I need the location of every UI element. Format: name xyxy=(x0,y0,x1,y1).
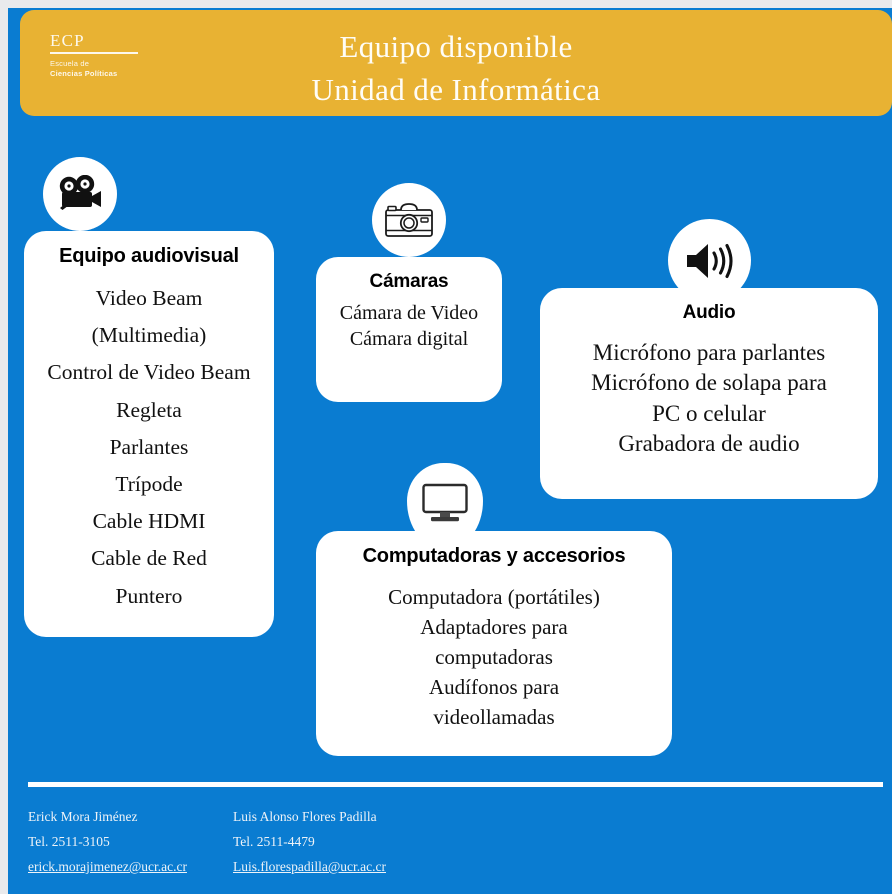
contact-phone: Tel. 2511-4479 xyxy=(233,833,315,849)
card-audio[interactable] xyxy=(540,288,878,499)
card-list-audiovisual xyxy=(36,280,262,615)
list-item: Cable de Red xyxy=(91,546,207,571)
photo-camera-icon xyxy=(372,183,446,257)
list-item: Video Beam xyxy=(95,286,203,310)
list-item: Trípode xyxy=(115,471,183,496)
contact-name: Luis Alonso Flores Padilla xyxy=(233,809,377,824)
contact-block xyxy=(28,805,233,880)
card-title-computadoras: Computadoras y accesorios xyxy=(362,545,626,567)
list-item: Regleta xyxy=(116,397,182,422)
list-item: computadoras xyxy=(435,645,553,670)
card-title-audiovisual: Equipo audiovisual xyxy=(59,245,239,267)
list-item: Cable HDMI xyxy=(92,509,206,534)
list-item: Cámara de Video xyxy=(339,302,479,324)
footer-contacts xyxy=(28,805,868,880)
list-item: Micrófono para parlantes xyxy=(592,340,826,365)
list-item: Adaptadores para xyxy=(420,615,568,640)
contact-name: Erick Mora Jiménez xyxy=(28,809,138,824)
card-list-computadoras xyxy=(328,582,660,732)
card-list-camaras xyxy=(328,301,490,352)
contact-phone: Tel. 2511-3105 xyxy=(28,833,110,849)
list-item: (Multimedia) xyxy=(91,323,207,348)
list-item: Grabadora de audio xyxy=(618,431,800,457)
card-title-audio: Audio xyxy=(682,302,736,323)
logo-mark-text: ECP xyxy=(50,31,85,50)
card-audiovisual[interactable] xyxy=(24,231,274,637)
video-camera-icon xyxy=(43,157,117,231)
page-title-line1: Equipo disponible xyxy=(339,29,573,64)
list-item: Control de Video Beam xyxy=(47,360,251,385)
card-title-camaras: Cámaras xyxy=(369,271,449,292)
list-item: Puntero xyxy=(115,583,183,608)
card-camaras[interactable] xyxy=(316,257,502,402)
contact-email-link[interactable]: erick.morajimenez@ucr.ac.cr xyxy=(28,858,187,874)
list-item: PC o celular xyxy=(652,400,766,426)
logo-subtitle-line1: Escuela de xyxy=(50,58,90,68)
header-band xyxy=(20,10,892,116)
footer-divider xyxy=(28,782,883,787)
card-list-audio xyxy=(552,338,866,459)
list-item: videollamadas xyxy=(433,705,555,730)
logo-subtitle-line2: Ciencias Políticas xyxy=(50,68,118,78)
contact-block xyxy=(233,805,438,880)
list-item: Micrófono de solapa para xyxy=(591,370,827,396)
list-item: Parlantes xyxy=(109,434,189,459)
page-title xyxy=(20,26,892,112)
card-computadoras[interactable] xyxy=(316,531,672,756)
page-title-line2: Unidad de Informática xyxy=(311,71,601,107)
list-item: Cámara digital xyxy=(349,327,469,350)
list-item: Computadora (portátiles) xyxy=(388,585,600,609)
list-item: Audífonos para xyxy=(428,675,560,700)
contact-email-link[interactable]: Luis.florespadilla@ucr.ac.cr xyxy=(233,858,386,874)
